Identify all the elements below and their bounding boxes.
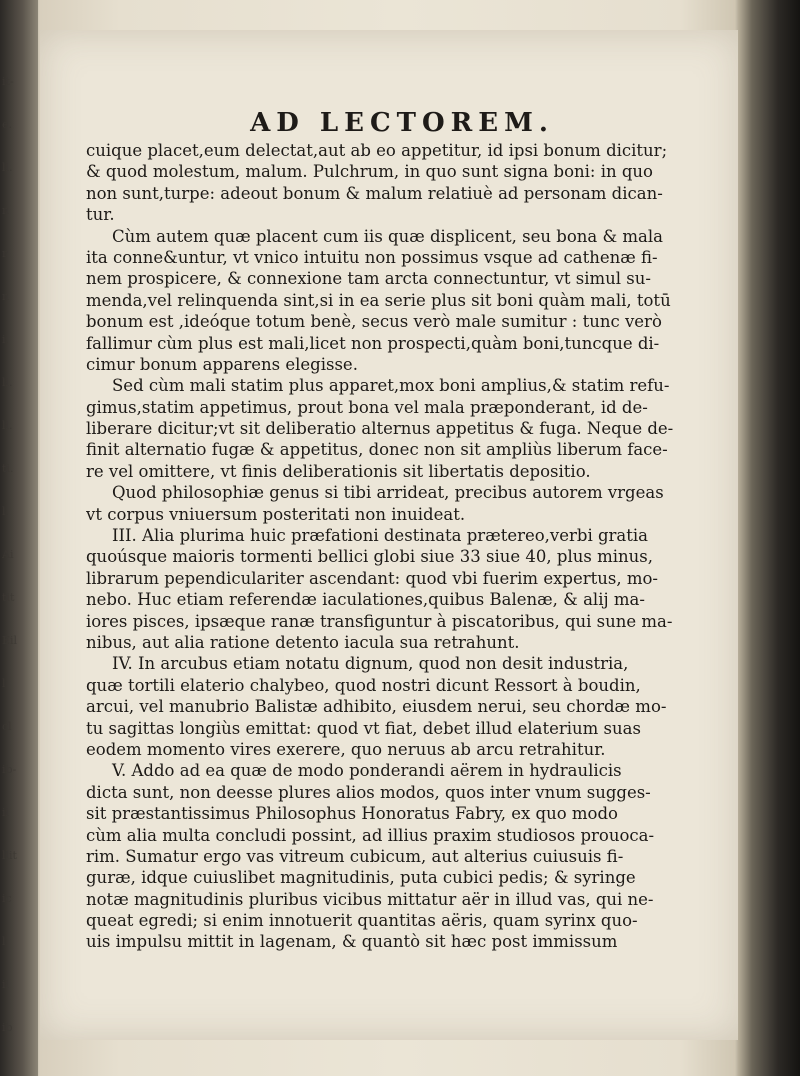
margin-fragment: ti. bbox=[2, 462, 14, 475]
text-line: cuique placet,eum delectat,aut ab eo appetitur, id ipsi bonum dicitur; bbox=[86, 141, 668, 160]
text-line: nem prospicere, & connexione tam arcta connectuntur, vt simul su- bbox=[86, 269, 651, 289]
margin-fragment: ib bbox=[2, 1021, 13, 1034]
text-line: nebo. Huc etiam referendæ iaculationes,quibus Balenæ, & alij ma- bbox=[86, 590, 645, 610]
page-stack-edge bbox=[738, 0, 800, 1076]
text-line: gimus,statim appetimus, prout bona vel mala præponderant, id de- bbox=[86, 397, 648, 417]
margin-fragment: ii bbox=[2, 806, 10, 819]
text-line: Quod philosophiæ genus si tibi arrideat, precibus autorem vrgeas bbox=[112, 483, 664, 503]
text-line: uis impulsu mittit in lagenam, & quantò sit hæc post immissum bbox=[86, 932, 618, 952]
text-line: Cùm autem quæ placent cum iis quæ displicent, seu bona & mala bbox=[112, 226, 664, 246]
text-line: ita conne&untur, vt vnico intuitu non possimus vsque ad cathenæ fi- bbox=[86, 247, 658, 267]
margin-fragment: ic bbox=[2, 892, 12, 905]
facing-page-fragments bbox=[2, 60, 32, 1049]
text-line: menda,vel relinquenda sint,si in ea serie plus sit boni quàm mali, totū bbox=[86, 290, 671, 310]
text-line: vt corpus vniuersum posteritati non inuideat. bbox=[86, 504, 466, 524]
text-line: nibus, aut alia ratione detento iacula sua retrahunt. bbox=[86, 632, 520, 652]
body-text bbox=[86, 140, 726, 953]
text-line: rim. Sumatur ergo vas vitreum cubicum, aut alterius cuiusuis fi- bbox=[86, 846, 624, 866]
text-line: notæ magnitudinis pluribus vicibus mittatur aër in illud vas, qui ne- bbox=[86, 889, 654, 909]
text-line: sit præstantissimus Philosophus Honoratus Fabry, ex quo modo bbox=[86, 804, 618, 824]
text-line: cùm alia multa concludi possint, ad illius praxim studiosos prouoca- bbox=[86, 825, 655, 845]
text-line: quoúsque maioris tormenti bellici globi siue 33 siue 40, plus minus, bbox=[86, 547, 653, 567]
text-line: dicta sunt, non deesse plures alios modos, quos inter vnum sugges- bbox=[86, 782, 651, 802]
margin-fragment: n bbox=[2, 204, 10, 217]
margin-fragment: Ai bbox=[2, 548, 14, 561]
margin-fragment: cl bbox=[2, 720, 12, 733]
margin-fragment: e. bbox=[2, 118, 13, 131]
text-line: arcui, vel manubrio Balistæ adhibito, eiusdem nerui, seu chordæ mo- bbox=[86, 697, 667, 717]
margin-fragment: l. bbox=[2, 505, 10, 518]
text-line: fallimur cùm plus est mali,licet non prospecti,quàm boni,tuncque di- bbox=[86, 333, 660, 353]
margin-fragment: r bbox=[2, 247, 8, 260]
text-line: & quod molestum, malum. Pulchrum, in quo sunt signa boni: in quo bbox=[86, 162, 653, 182]
text-line: finit alternatio fugæ & appetitus, donec non sit ampliùs liberum face- bbox=[86, 440, 668, 460]
margin-fragment: li. bbox=[2, 376, 13, 389]
margin-fragment: l bbox=[2, 677, 6, 690]
text-line: IV. In arcubus etiam notatu dignum, quod non desit industria, bbox=[112, 654, 629, 674]
margin-fragment: ib- bbox=[2, 763, 17, 776]
text-line: bonum est ,ideóque totum benè, secus verò male sumitur : tunc verò bbox=[86, 312, 662, 332]
text-line: cimur bonum apparens elegisse. bbox=[86, 354, 358, 374]
text-line: queat egredi; si enim innotuerit quantitas aëris, quam syrinx quo- bbox=[86, 911, 638, 931]
text-line: tu sagittas longiùs emittat: quod vt fiat, debet illud elaterium suas bbox=[86, 718, 641, 738]
text-line: Sed cùm mali statim plus apparet,mox boni amplius,& statim refu- bbox=[112, 376, 670, 396]
margin-fragment: it- bbox=[2, 75, 14, 88]
margin-fragment: n bbox=[2, 290, 10, 303]
margin-fragment: l bbox=[2, 935, 6, 948]
margin-fragment: Eil bbox=[2, 634, 18, 647]
margin-fragment: il bbox=[2, 978, 10, 991]
running-header: AD LECTOREM. bbox=[250, 108, 554, 138]
margin-fragment: li. bbox=[2, 161, 13, 174]
margin-fragment: tit bbox=[2, 591, 15, 604]
text-line: quæ tortili elaterio chalybeo, quod nostri dicunt Ressort à boudin, bbox=[86, 675, 641, 695]
text-line: non sunt,turpe: adeout bonum & malum relatiuè ad personam dican- bbox=[86, 183, 663, 203]
text-line: iores pisces, ipsæque ranæ transfiguntur à piscatoribus, qui sune ma- bbox=[86, 611, 673, 631]
text-line: guræ, idque cuiuslibet magnitudinis, puta cubici pedis; & syringe bbox=[86, 868, 636, 888]
text-line: librarum pependiculariter ascendant: quod vbi fuerim expertus, mo- bbox=[86, 568, 658, 588]
margin-fragment: i. bbox=[2, 333, 10, 346]
margin-fragment: llit bbox=[2, 849, 17, 862]
text-line: liberare dicitur;vt sit deliberatio alternus appetitus & fuga. Neque de- bbox=[86, 419, 674, 439]
text-line: tur. bbox=[86, 205, 115, 225]
margin-fragment: li. bbox=[2, 419, 13, 432]
text-line: eodem momento vires exerere, quo neruus ab arcu retrahitur. bbox=[86, 739, 606, 759]
text-line: re vel omittere, vt finis deliberationis sit libertatis depositio. bbox=[86, 461, 591, 481]
text-line: III. Alia plurima huic præfationi destinata prætereo,verbi gratia bbox=[112, 526, 649, 546]
text-line: V. Addo ad ea quæ de modo ponderandi aërem in hydraulicis bbox=[112, 761, 622, 781]
